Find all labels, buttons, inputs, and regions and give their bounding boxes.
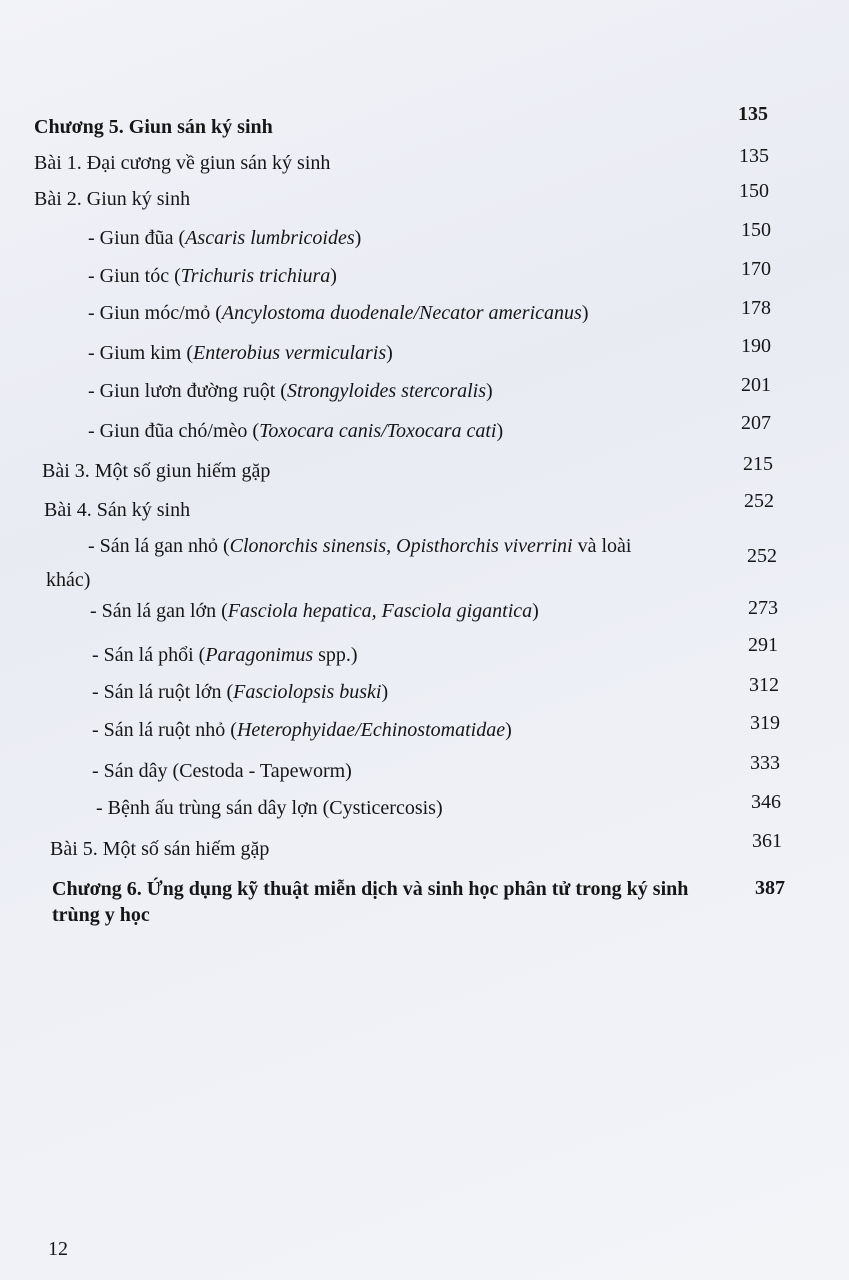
chapter-5-page: 135: [738, 103, 768, 125]
toc-entry-page: 273: [748, 597, 778, 619]
toc-entry: - Sán lá ruột lớn (Fasciolopsis buski): [92, 681, 389, 703]
toc-entry-page: 252: [747, 545, 777, 567]
chapter-5-title: Chương 5. Giun sán ký sinh: [34, 116, 273, 138]
toc-entry-page: 170: [741, 258, 771, 280]
toc-entry: - Giun lươn đường ruột (Strongyloides stercoralis): [88, 380, 493, 402]
toc-entry-page: 178: [741, 297, 771, 319]
lesson-3-title: Bài 3. Một số giun hiếm gặp: [42, 460, 271, 482]
lesson-4-title: Bài 4. Sán ký sinh: [44, 499, 191, 521]
toc-entry-page: 190: [741, 335, 771, 357]
lesson-1-page: 135: [739, 145, 769, 167]
toc-entry: - Giun đũa (Ascaris lumbricoides): [88, 227, 362, 249]
lesson-5-title: Bài 5. Một số sán hiếm gặp: [50, 838, 270, 860]
toc-entry-continuation: khác): [46, 569, 91, 591]
toc-entry-page: 346: [751, 791, 781, 813]
toc-entry: - Sán lá ruột nhỏ (Heterophyidae/Echinostomatidae): [92, 719, 512, 741]
toc-entry-page: 333: [750, 752, 780, 774]
chapter-6-title: Chương 6. Ứng dụng kỹ thuật miễn dịch và sinh học phân tử trong ký sinh trùng y học: [52, 878, 689, 926]
toc-entry-page: 312: [749, 674, 779, 696]
chapter-6-page: 387: [755, 877, 785, 899]
toc-entry: - Giun móc/mỏ (Ancylostoma duodenale/Necator americanus): [88, 302, 589, 324]
page-number: 12: [48, 1238, 68, 1260]
toc-entry: - Bệnh ấu trùng sán dây lợn (Cysticercosis): [96, 797, 443, 819]
toc-entry: - Sán lá gan lớn (Fasciola hepatica, Fasciola gigantica): [90, 600, 539, 622]
lesson-1-title: Bài 1. Đại cương về giun sán ký sinh: [34, 152, 331, 174]
toc-entry-page: 207: [741, 412, 771, 434]
toc-entry: - Sán lá phổi (Paragonimus spp.): [92, 644, 358, 666]
toc-entry-page: 201: [741, 374, 771, 396]
toc-entry-page: 291: [748, 634, 778, 656]
toc-entry: - Sán dây (Cestoda - Tapeworm): [92, 760, 352, 782]
lesson-2-title: Bài 2. Giun ký sinh: [34, 188, 191, 210]
lesson-4-page: 252: [744, 490, 774, 512]
toc-entry-page: 150: [741, 219, 771, 241]
toc-entry: - Giun đũa chó/mèo (Toxocara canis/Toxocara cati): [88, 420, 504, 442]
lesson-2-page: 150: [739, 180, 769, 202]
toc-entry: - Sán lá gan nhỏ (Clonorchis sinensis, Opisthorchis viverrini và loài: [88, 535, 632, 557]
lesson-3-page: 215: [743, 453, 773, 475]
toc-entry: - Gium kim (Enterobius vermicularis): [88, 342, 393, 364]
toc-entry: - Giun tóc (Trichuris trichiura): [88, 265, 337, 287]
lesson-5-page: 361: [752, 830, 782, 852]
toc-entry-page: 319: [750, 712, 780, 734]
